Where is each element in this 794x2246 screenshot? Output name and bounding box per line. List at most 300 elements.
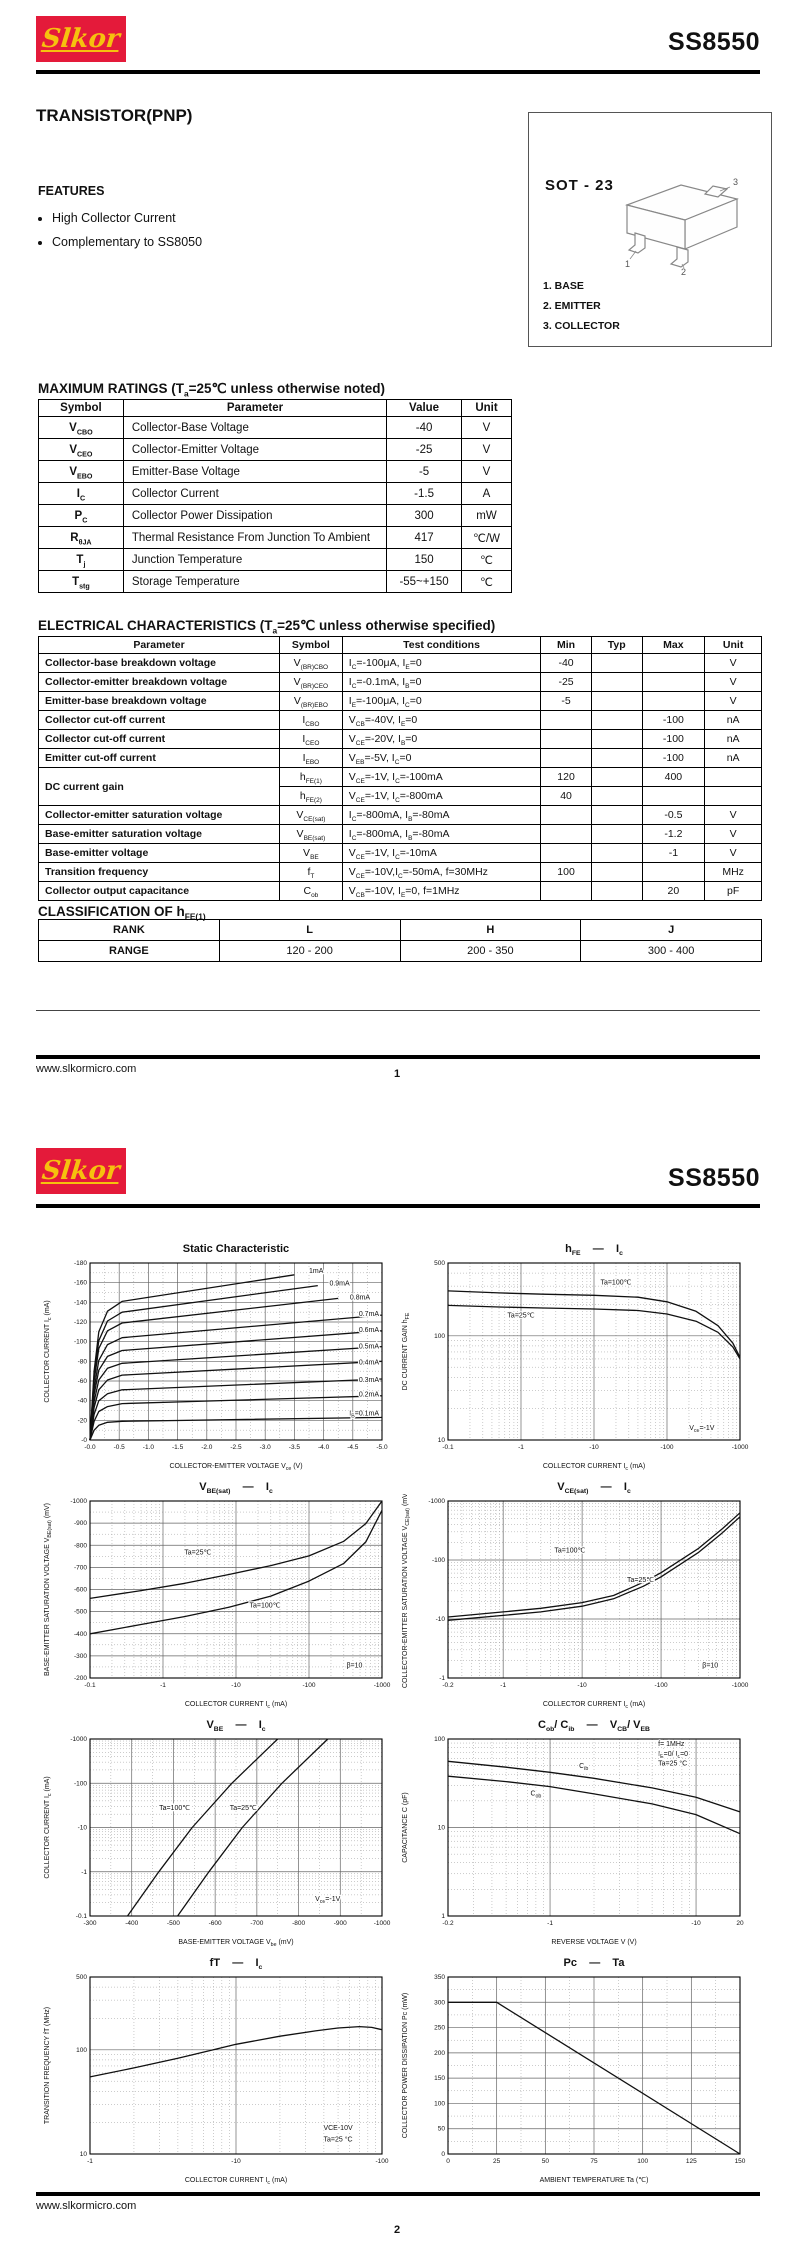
svg-text:50: 50: [541, 2158, 549, 2165]
cell-conditions: $I_E=-100\mu A$, $I_C=0$: [342, 692, 540, 711]
table-row: [39, 673, 762, 692]
cell-typ: [591, 825, 642, 844]
column-header: Unit: [705, 637, 762, 654]
svg-text:-10: -10: [577, 1682, 587, 1689]
cell-value: -40: [387, 417, 462, 439]
table-row: [39, 417, 512, 439]
chart-title: Static Characteristic: [182, 1243, 290, 1255]
cell-conditions: $V_{CE}=-20V$, $I_B=0$: [342, 730, 540, 749]
pin-label-emitter: 2. EMITTER: [543, 300, 601, 312]
cell-parameter: Collector Power Dissipation: [123, 505, 386, 527]
svg-text:-0.5: -0.5: [113, 1444, 125, 1451]
svg-text:25: 25: [493, 2158, 501, 2165]
svg-text:0: 0: [446, 2158, 450, 2165]
electrical-heading: ELECTRICAL CHARACTERISTICS ($T_a=25℃$ unless otherwise specified): [38, 618, 496, 636]
cell-unit: ℃/W: [462, 527, 512, 549]
cell-parameter: Collector-Emitter Voltage: [123, 439, 386, 461]
cell-max: -0.5: [642, 806, 705, 825]
cell-parameter: Collector Current: [123, 483, 386, 505]
svg-text:COLLECTOR POWER DISSIPATION P: COLLECTOR POWER DISSIPATION Pc (mW): [402, 1992, 409, 2139]
cell-unit: V: [705, 673, 762, 692]
svg-text:-4.5: -4.5: [347, 1444, 359, 1451]
cell-parameter: DC current gain: [39, 768, 280, 806]
cell-symbol: $f_T$: [280, 863, 343, 882]
column-header: Unit: [462, 400, 512, 417]
max-ratings-heading: MAXIMUM RATINGS ($T_a=25℃$ unless otherwise noted): [38, 381, 385, 399]
svg-text:Ta=100℃: Ta=100℃: [249, 1602, 281, 1610]
chart-vcesat-ic: [398, 1480, 754, 1710]
page-number: 1: [393, 1068, 401, 1080]
cell-symbol: $V_{CBO}$: [39, 417, 124, 439]
svg-text:-10: -10: [231, 1682, 241, 1689]
svg-text:-100: -100: [73, 1780, 87, 1788]
datasheet-page-2: [0, 1130, 794, 2246]
cell-typ: [591, 673, 642, 692]
svg-text:DC CURRENT GAIN hFE: DC CURRENT GAIN $h_{FE}$: [402, 1312, 411, 1391]
chart-title: $V_{BE}$ — $I_c$: [206, 1719, 266, 1734]
cell-unit: ℃: [462, 549, 512, 571]
svg-text:TRANSITION FREQUENCY fT (M: TRANSITION FREQUENCY fT (MHz): [44, 2006, 51, 2125]
cell-unit: ℃: [462, 571, 512, 593]
svg-text:REVERSE VOLTAGE V (V): REVERSE VOLTAGE V (V): [551, 1939, 637, 1946]
cell-symbol: $V_{BE}$: [280, 844, 343, 863]
cell-min: [541, 711, 592, 730]
svg-text:-120: -120: [73, 1319, 87, 1326]
svg-text:150: 150: [734, 2158, 746, 2165]
table-row: [39, 825, 762, 844]
cell-unit: V: [705, 806, 762, 825]
svg-text:Ta=100℃: Ta=100℃: [600, 1279, 632, 1287]
svg-text:-200: -200: [73, 1675, 87, 1682]
cell-parameter: Storage Temperature: [123, 571, 386, 593]
cell-typ: [591, 730, 642, 749]
svg-text:-5.0: -5.0: [376, 1444, 388, 1451]
svg-text:Vce=-1V: $V_{ce}=-1V$: [315, 1895, 341, 1905]
svg-text:-1000: -1000: [731, 1682, 749, 1689]
cell-symbol: $V_{(BR)CEO}$: [280, 673, 343, 692]
part-number: SS8550: [668, 28, 760, 56]
table-row: [39, 730, 762, 749]
svg-text:-10: -10: [589, 1444, 599, 1451]
chart-static-characteristic: [40, 1242, 396, 1472]
svg-text:150: 150: [434, 2075, 445, 2083]
cell-value: 300: [387, 505, 462, 527]
table-header-row: [39, 637, 762, 654]
svg-text:-3.0: -3.0: [259, 1444, 271, 1451]
cell-conditions: $I_C=-100\mu A$, $I_E=0$: [342, 654, 540, 673]
svg-text:-0.0: -0.0: [84, 1444, 96, 1451]
table-row: [39, 505, 512, 527]
svg-text:-10: -10: [691, 1920, 701, 1927]
svg-text:-10: -10: [77, 1824, 87, 1832]
cell-symbol: $V_{BE(sat)}$: [280, 825, 343, 844]
svg-text:-100: -100: [73, 1338, 87, 1346]
cell-typ: [591, 787, 642, 806]
cell: RANK: [39, 920, 220, 941]
svg-text:Ta=25 °C: Ta=25 °C: [323, 2136, 353, 2144]
slkor-logo-text: Slkor: [40, 24, 122, 54]
cell-symbol: $P_C$: [39, 505, 124, 527]
table-header-row: [39, 400, 512, 417]
column-header: Min: [541, 637, 592, 654]
cell-conditions: $V_{CE}=-1V$, $I_C=-100mA$: [342, 768, 540, 787]
footer-url: www.slkormicro.com: [36, 2200, 137, 2212]
svg-text:-80: -80: [77, 1358, 87, 1366]
cell-max: [642, 654, 705, 673]
svg-text:20: 20: [736, 1920, 744, 1927]
chart-plot: [40, 1256, 396, 1472]
cell-symbol: $V_{CEO}$: [39, 439, 124, 461]
cell-symbol: $R_{\theta JA}$: [39, 527, 124, 549]
package-box: [528, 112, 772, 347]
svg-text:500: 500: [76, 1974, 87, 1981]
svg-text:0.8mA: 0.8mA: [349, 1294, 371, 1302]
cell-unit: V: [705, 844, 762, 863]
svg-text:-300: -300: [83, 1920, 97, 1927]
cell-symbol: $C_{ob}$: [280, 882, 343, 901]
cell-unit: nA: [705, 711, 762, 730]
cell-max: [642, 692, 705, 711]
cell-parameter: Base-emitter saturation voltage: [39, 825, 280, 844]
chart-title: fT — $I_c$: [209, 1957, 263, 1972]
cell: H: [400, 920, 581, 941]
svg-text:COLLECTOR CURRENT Ic (mA): COLLECTOR CURRENT $I_c$ (mA): [184, 1701, 288, 1710]
chart-plot: [40, 1494, 396, 1710]
cell-value: -55~+150: [387, 571, 462, 593]
table-row: [39, 941, 762, 962]
electrical-table: [38, 636, 762, 901]
svg-text:-0.2: -0.2: [442, 1920, 454, 1927]
svg-text:-0.1: -0.1: [442, 1444, 454, 1451]
svg-text:-160: -160: [73, 1279, 87, 1287]
cell-typ: [591, 711, 642, 730]
cell-min: [541, 730, 592, 749]
chart-pc-ta: [398, 1956, 754, 2186]
table-row: [39, 571, 512, 593]
svg-text:100: 100: [637, 2158, 649, 2165]
chart-plot: [398, 1256, 754, 1472]
slkor-logo: [36, 1148, 126, 1194]
svg-text:-1000: -1000: [373, 1920, 391, 1927]
chart-plot: [398, 1494, 754, 1710]
svg-text:-600: -600: [73, 1586, 87, 1594]
svg-text:0.5mA: 0.5mA: [358, 1343, 380, 1351]
cell-value: 417: [387, 527, 462, 549]
svg-text:COLLECTOR CURRENT Ic (mA): COLLECTOR CURRENT $I_c$ (mA): [184, 2177, 288, 2186]
svg-text:100: 100: [434, 1332, 445, 1340]
chart-plot: [398, 1970, 754, 2186]
table-row: [39, 806, 762, 825]
svg-text:-1: -1: [81, 1868, 87, 1876]
svg-text:-700: -700: [73, 1564, 87, 1572]
cell-typ: [591, 768, 642, 787]
cell-symbol: $V_{(BR)CBO}$: [280, 654, 343, 673]
chart-vbesat-ic: [40, 1480, 396, 1710]
features-heading: FEATURES: [38, 184, 105, 198]
table-row: [39, 920, 762, 941]
column-header: Max: [642, 637, 705, 654]
svg-text:-800: -800: [292, 1920, 306, 1927]
svg-text:0.3mA: 0.3mA: [358, 1376, 380, 1384]
sot23-package-icon: [597, 171, 767, 276]
cell-typ: [591, 654, 642, 673]
table-row: [39, 711, 762, 730]
svg-text:-500: -500: [166, 1920, 180, 1927]
cell: 200 - 350: [400, 941, 581, 962]
classification-heading: CLASSIFICATION OF $h_{FE(1)}$: [38, 904, 206, 922]
svg-text:-3.5: -3.5: [288, 1444, 301, 1451]
cell-max: [642, 787, 705, 806]
cell-max: -1.2: [642, 825, 705, 844]
svg-text:COLLECTOR CURRENT Ic (mA): COLLECTOR CURRENT $I_c$ (mA): [44, 1300, 53, 1403]
svg-text:200: 200: [434, 2049, 445, 2057]
footer-rule: [36, 1055, 760, 1059]
svg-text:125: 125: [685, 2158, 697, 2165]
cell-unit: V: [462, 461, 512, 483]
chart-plot: [398, 1732, 754, 1948]
svg-text:-1000: -1000: [70, 1736, 87, 1743]
svg-text:-1000: -1000: [373, 1682, 391, 1689]
cell: L: [219, 920, 400, 941]
table-row: [39, 749, 762, 768]
svg-text:-1: -1: [547, 1920, 553, 1927]
svg-text:-10: -10: [435, 1616, 445, 1623]
svg-text:0.9mA: 0.9mA: [329, 1280, 350, 1288]
svg-text:100: 100: [434, 2100, 445, 2108]
svg-text:-100: -100: [654, 1682, 668, 1689]
svg-text:-100: -100: [431, 1557, 445, 1564]
svg-text:-40: -40: [77, 1397, 87, 1405]
package-name: SOT - 23: [545, 177, 614, 194]
slkor-logo-text: Slkor: [40, 1156, 122, 1186]
table-row: [39, 844, 762, 863]
svg-text:-4.0: -4.0: [317, 1444, 330, 1451]
svg-text:Ta=25℃: Ta=25℃: [507, 1312, 535, 1320]
cell-min: [541, 844, 592, 863]
cell-parameter: Junction Temperature: [123, 549, 386, 571]
table-row: [39, 692, 762, 711]
cell-unit: V: [705, 654, 762, 673]
svg-text:-900: -900: [73, 1520, 87, 1528]
cell-symbol: $T_j$: [39, 549, 124, 571]
cell-value: -25: [387, 439, 462, 461]
chart-vbe-ic: [40, 1718, 396, 1948]
svg-text:10: 10: [437, 1824, 445, 1832]
pin-number-3: 3: [733, 177, 739, 187]
svg-text:Ta=100℃: Ta=100℃: [554, 1547, 586, 1555]
cell-typ: [591, 806, 642, 825]
svg-text:CAPACITANCE C (pF): CAPACITANCE C (pF): [402, 1792, 409, 1863]
column-header: Parameter: [39, 637, 280, 654]
svg-text:0.4mA: 0.4mA: [358, 1359, 380, 1367]
cell-unit: V: [462, 439, 512, 461]
cell-symbol: $T_{stg}$: [39, 571, 124, 593]
cell-parameter: Emitter cut-off current: [39, 749, 280, 768]
cell-min: -40: [541, 654, 592, 673]
cell-value: -5: [387, 461, 462, 483]
svg-text:-0.1: -0.1: [84, 1682, 96, 1689]
cell-symbol: $V_{EBO}$: [39, 461, 124, 483]
cell-conditions: $I_C=-800mA$, $I_B=-80mA$: [342, 806, 540, 825]
svg-text:-1: -1: [500, 1682, 507, 1689]
svg-text:-180: -180: [73, 1260, 87, 1267]
cell-max: 20: [642, 882, 705, 901]
cell-parameter: Collector-base breakdown voltage: [39, 654, 280, 673]
svg-text:BASE-EMITTER SATURATION VOLTAG: BASE-EMITTER SATURATION VOLTAGE $V_{BE(sat)}$ (mV): [44, 1503, 53, 1676]
cell-min: -5: [541, 692, 592, 711]
svg-text:-500: -500: [73, 1608, 87, 1616]
svg-text:Ta=25℃: Ta=25℃: [626, 1577, 655, 1585]
cell-conditions: $I_C=-0.1mA$, $I_B=0$: [342, 673, 540, 692]
header-rule: [36, 1204, 760, 1208]
doc-title: TRANSISTOR(PNP): [36, 106, 193, 125]
svg-text:Ta=25℃: Ta=25℃: [229, 1804, 257, 1812]
footer-thin-rule: [36, 1010, 760, 1011]
cell-max: -100: [642, 711, 705, 730]
table-row: [39, 654, 762, 673]
svg-text:COLLECTOR-EMITTER VOLTAGE Vc: COLLECTOR-EMITTER VOLTAGE $V_{ce}$ (V): [169, 1463, 303, 1472]
cell-parameter: Thermal Resistance From Junction To Ambient: [123, 527, 386, 549]
cell: 300 - 400: [581, 941, 762, 962]
cell-conditions: $V_{CE}=-1V$, $I_C=-10mA$: [342, 844, 540, 863]
cell-symbol: $h_{FE(2)}$: [280, 787, 343, 806]
svg-text:-60: -60: [77, 1378, 87, 1385]
svg-text:β=10: β=10: [702, 1662, 719, 1670]
svg-text:f= 1MHz: f= 1MHz: [658, 1741, 685, 1749]
table-row: [39, 768, 762, 787]
pin-number-2: 2: [681, 267, 687, 276]
table-row: [39, 527, 512, 549]
cell-max: [642, 863, 705, 882]
features-section: [38, 184, 202, 254]
footer-rule: [36, 2192, 760, 2196]
svg-text:300: 300: [434, 1999, 445, 2007]
cell-parameter: Collector-emitter saturation voltage: [39, 806, 280, 825]
cell-parameter: Base-emitter voltage: [39, 844, 280, 863]
chart-cob-cib: [398, 1718, 754, 1948]
cell-min: 120: [541, 768, 592, 787]
svg-text:VCE-10V: VCE-10V: [323, 2124, 353, 2132]
svg-text:Cob: $C_{ob}$: [530, 1790, 542, 1800]
cell-conditions: $V_{CB}=-40V$, $I_E=0$: [342, 711, 540, 730]
table-row: [39, 439, 512, 461]
cell-parameter: Emitter-base breakdown voltage: [39, 692, 280, 711]
cell-parameter: Collector cut-off current: [39, 730, 280, 749]
svg-text:350: 350: [434, 1974, 445, 1981]
part-number: SS8550: [668, 1164, 760, 1192]
cell: J: [581, 920, 762, 941]
pin-number-1: 1: [625, 259, 631, 269]
cell-unit: V: [705, 692, 762, 711]
cell-min: -25: [541, 673, 592, 692]
cell-typ: [591, 863, 642, 882]
cell-parameter: Transition frequency: [39, 863, 280, 882]
svg-text:-10: -10: [231, 2158, 241, 2165]
svg-text:IB=0.1mA: $I_B=0.1mA$: [349, 1410, 380, 1420]
svg-text:-1000: -1000: [731, 1444, 749, 1451]
table-row: [39, 461, 512, 483]
svg-text:-300: -300: [73, 1652, 87, 1660]
cell-unit: nA: [705, 749, 762, 768]
table-row: [39, 882, 762, 901]
cell-unit: nA: [705, 730, 762, 749]
column-header: Symbol: [39, 400, 124, 417]
cell-parameter: Collector cut-off current: [39, 711, 280, 730]
cell-conditions: $V_{CE}=-1V$, $I_C=-800mA$: [342, 787, 540, 806]
cell-min: [541, 749, 592, 768]
svg-text:-1.5: -1.5: [171, 1444, 184, 1451]
cell-symbol: $V_{CE(sat)}$: [280, 806, 343, 825]
svg-text:1: 1: [441, 1913, 445, 1920]
svg-text:-400: -400: [73, 1630, 87, 1638]
svg-text:-700: -700: [250, 1920, 264, 1927]
column-header: Typ: [591, 637, 642, 654]
cell-unit: pF: [705, 882, 762, 901]
svg-text:Ta=100℃: Ta=100℃: [159, 1804, 191, 1812]
svg-text:IE=0/ Ic=0: $I_E=0/$ $I_c=0$: [658, 1751, 689, 1761]
svg-text:-100: -100: [302, 1682, 316, 1689]
cell-conditions: $V_{CE}=-10V,I_C=-50mA$, f=30MHz: [342, 863, 540, 882]
classification-table: [38, 919, 762, 962]
cell-min: 100: [541, 863, 592, 882]
cell-min: 40: [541, 787, 592, 806]
cell-symbol: $I_{CEO}$: [280, 730, 343, 749]
cell-symbol: $V_{(BR)EBO}$: [280, 692, 343, 711]
svg-text:100: 100: [434, 1736, 445, 1743]
table-row: [39, 549, 512, 571]
svg-text:-140: -140: [73, 1299, 87, 1307]
svg-text:-1000: -1000: [428, 1498, 445, 1505]
cell-typ: [591, 749, 642, 768]
cell-conditions: $I_C=-800mA$, $I_B=-80mA$: [342, 825, 540, 844]
svg-text:0.6mA: 0.6mA: [358, 1326, 380, 1334]
chart-title: $V_{CE(sat)}$ — $I_c$: [557, 1481, 631, 1496]
svg-text:-1000: -1000: [70, 1498, 87, 1505]
svg-text:-2.5: -2.5: [230, 1444, 242, 1451]
cell-parameter: Collector output capacitance: [39, 882, 280, 901]
slkor-logo: [36, 16, 126, 62]
cell-value: -1.5: [387, 483, 462, 505]
svg-text:COLLECTOR CURRENT Ic (mA): COLLECTOR CURRENT $I_c$ (mA): [44, 1776, 53, 1879]
svg-text:-400: -400: [125, 1920, 139, 1927]
chart-hfe-ic: [398, 1242, 754, 1472]
svg-text:-0.1: -0.1: [75, 1913, 87, 1920]
svg-text:Vce=-1V: $V_{ce}=-1V$: [689, 1424, 715, 1434]
column-header: Symbol: [280, 637, 343, 654]
svg-text:-20: -20: [77, 1417, 87, 1425]
svg-text:-1: -1: [518, 1444, 524, 1451]
chart-ft-ic: [40, 1956, 396, 2186]
cell-max: [642, 673, 705, 692]
chart-title: Pc — Ta: [563, 1957, 625, 1969]
svg-text:-800: -800: [73, 1542, 87, 1550]
max-ratings-table: [38, 399, 512, 593]
column-header: Parameter: [123, 400, 386, 417]
cell-max: -100: [642, 730, 705, 749]
svg-text:-1.0: -1.0: [142, 1444, 155, 1451]
cell-symbol: $I_C$: [39, 483, 124, 505]
pin-list: [543, 276, 620, 336]
cell: 120 - 200: [219, 941, 400, 962]
cell-max: -100: [642, 749, 705, 768]
pin-label-base: 1. BASE: [543, 280, 584, 292]
svg-text:100: 100: [76, 2046, 87, 2054]
svg-text:-1: -1: [439, 1675, 445, 1682]
svg-text:-0.2: -0.2: [442, 1682, 454, 1689]
cell-typ: [591, 692, 642, 711]
svg-text:Cib: $C_{ib}$: [579, 1763, 589, 1773]
cell-typ: [591, 882, 642, 901]
